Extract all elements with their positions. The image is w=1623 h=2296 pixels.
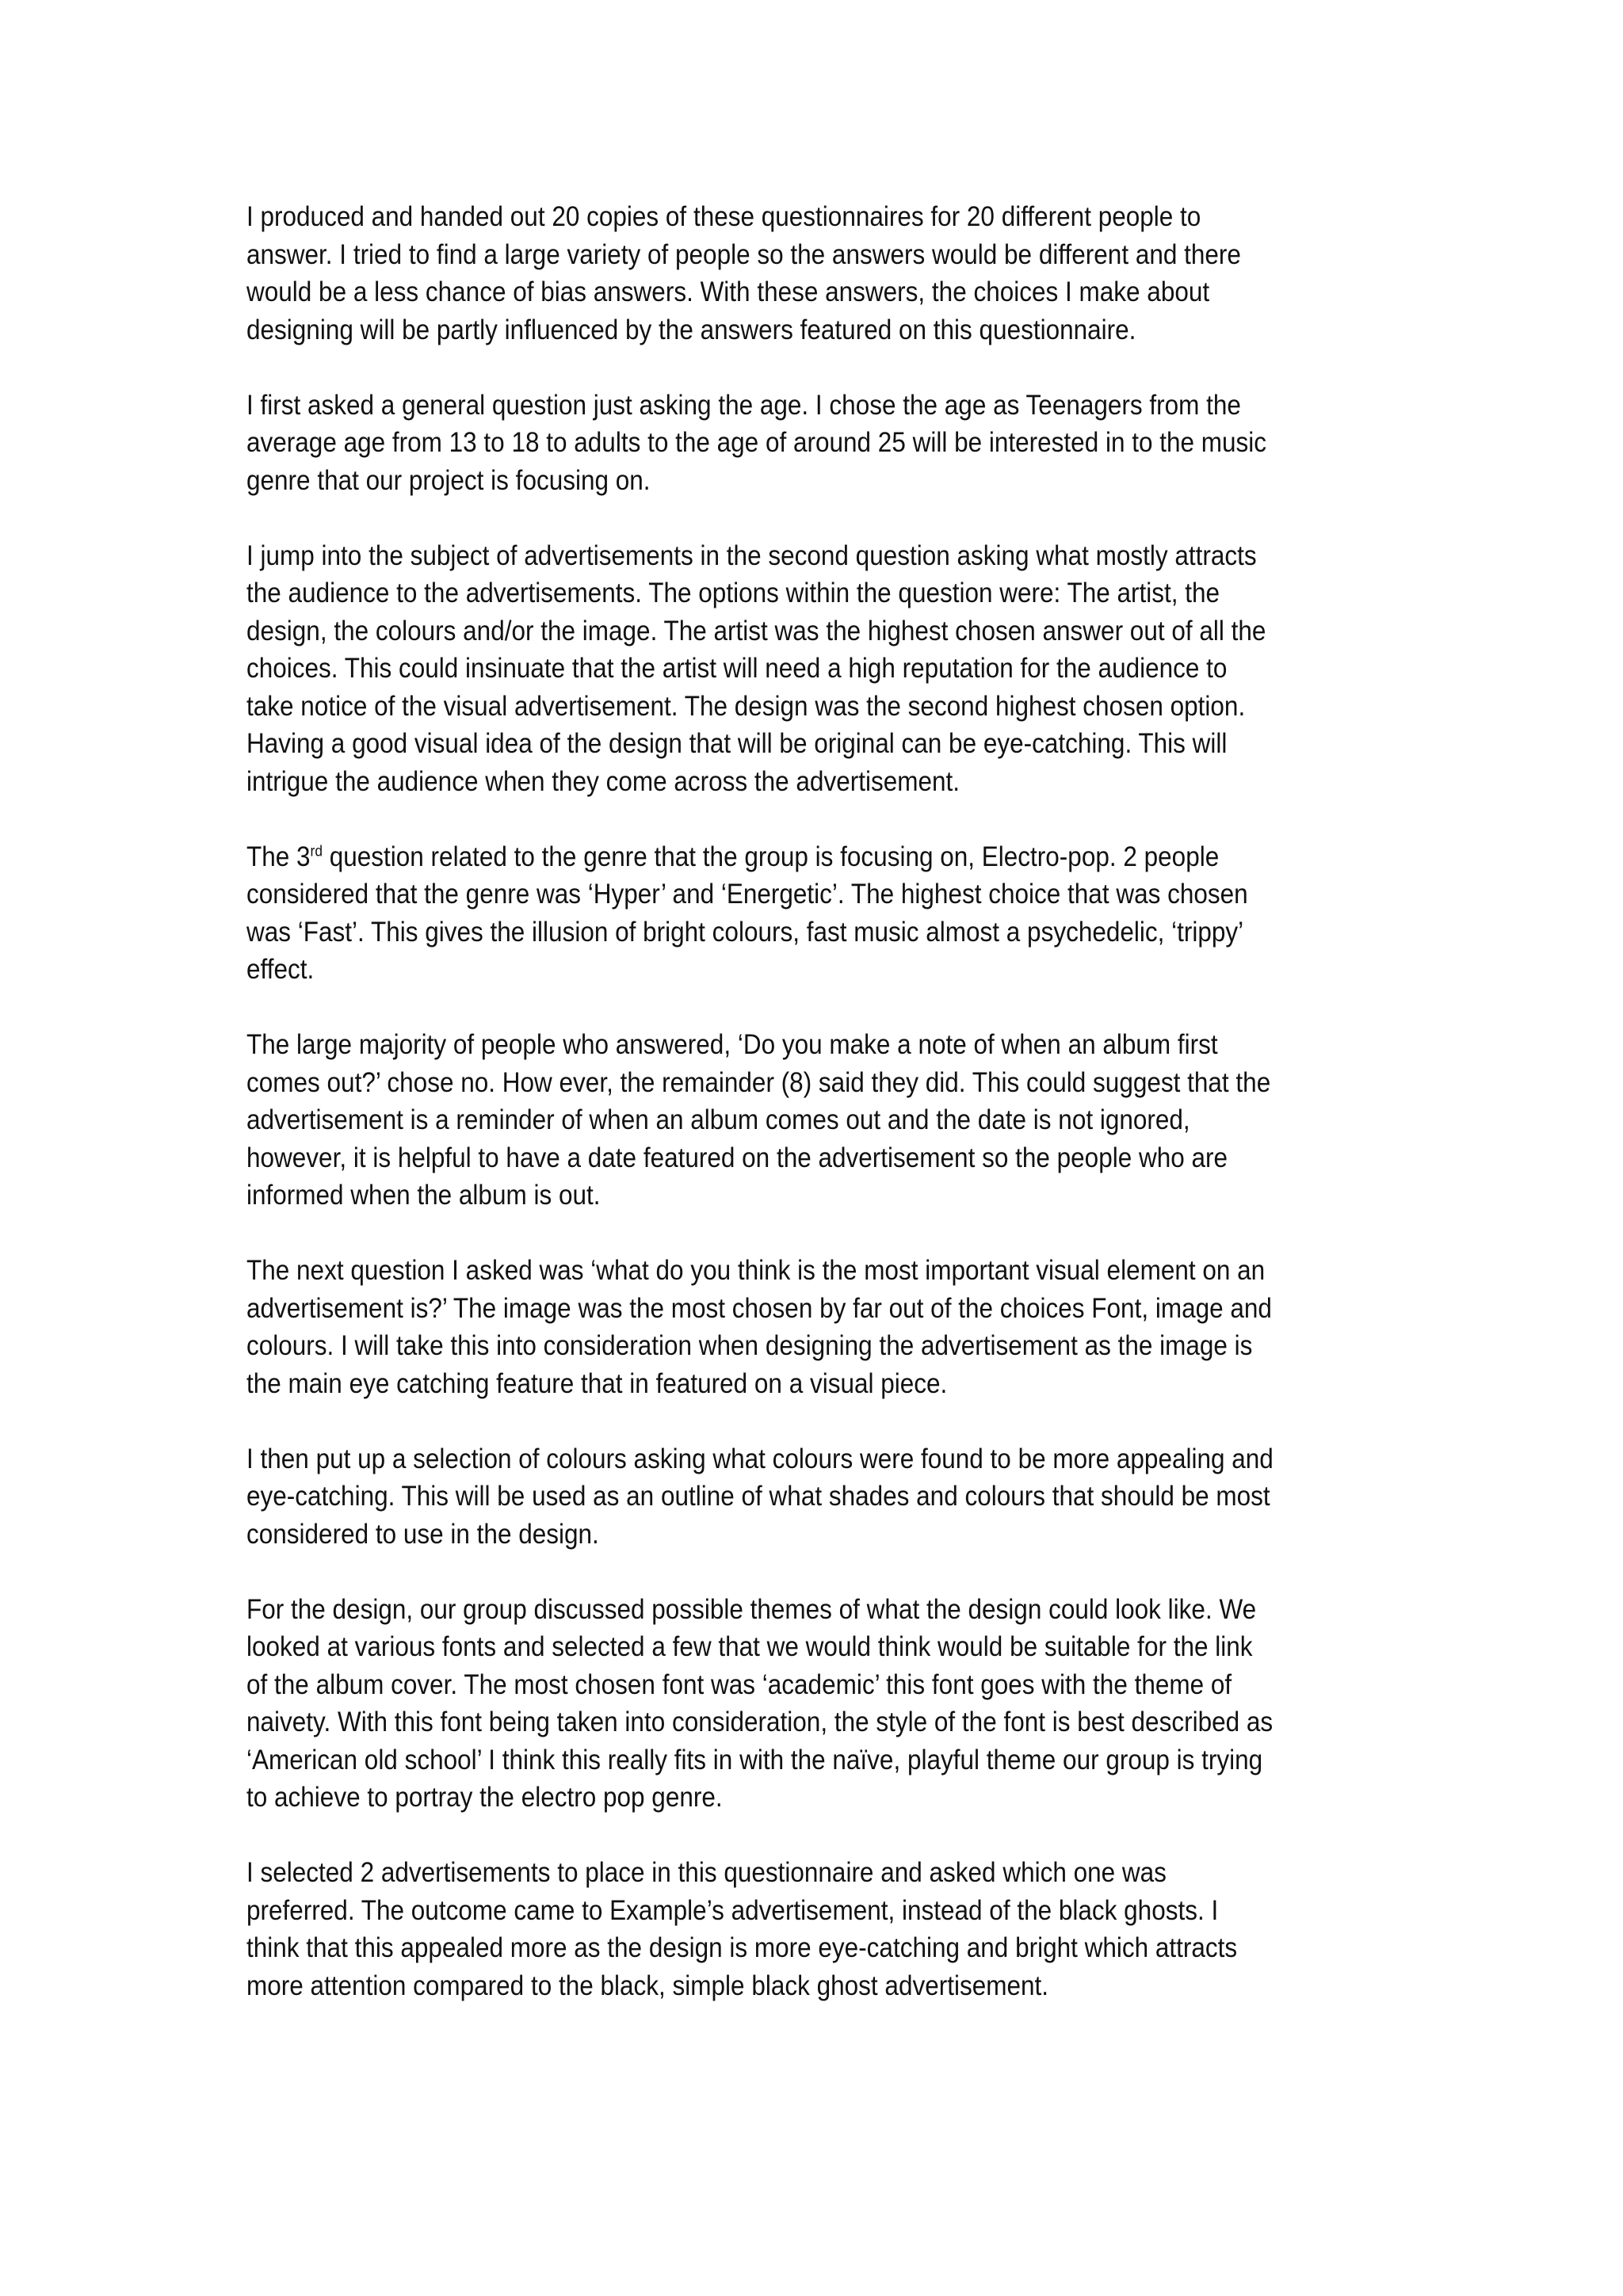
- paragraph-colours-question: I then put up a selection of colours asking what colours were found to be more appealing and eye-catching. This will be used as an outline of what shades and colours that should be most considered to use in the design.: [246, 1443, 1274, 1550]
- paragraph-attraction-question: I jump into the subject of advertisements in the second question asking what mostly attracts the audience to the advertisements. The options within the question were: The artist, the design, the colours and/or the image. The artist was the highest chosen answer out of all the choices. This could insinuate that the artist will need a high reputation for the audience to take notice of the visual advertisement. The design was the second highest chosen option. Having a good visual idea of the design that will be original can be eye-catching. This will intrigue the audience when they come across the advertisement.: [246, 540, 1266, 797]
- paragraph-genre-question: The 3rd question related to the genre that the group is focusing on, Electro-pop. 2 people considered that the genre was ‘Hyper’ and ‘Energetic’. The highest choice that was chosen was ‘Fast’. This gives the illusion of bright colours, fast music almost a psychedelic, ‘trippy’ effect.: [246, 841, 1248, 985]
- ordinal-superscript: rd: [310, 842, 323, 860]
- paragraph-advertisement-preference: I selected 2 advertisements to place in this questionnaire and asked which one was preferred. The outcome came to Example’s advertisement, instead of the black ghosts. I think that this appealed more as the design is more eye-catching and bright which attracts more attention compared to the black, simple black ghost advertisement.: [246, 1857, 1238, 2001]
- paragraph-visual-element-question: The next question I asked was ‘what do you think is the most important visual element on an advertisement is?’ The image was the most chosen by far out of the choices Font, image and colours. I will take this into consideration when designing the advertisement as the image is the main eye catching feature that in featured on a visual piece.: [246, 1255, 1272, 1399]
- paragraph-fonts-question: For the design, our group discussed possible themes of what the design could look like. We looked at various fonts and selected a few that we would think would be suitable for the link of the album cover. The most chosen font was ‘academic’ this font goes with the theme of naivety. With this font being taken into consideration, the style of the font is best described as ‘American old school’ I think this really fits in with the naïve, playful theme our group is trying to achieve to portray the electro pop genre.: [246, 1593, 1274, 1813]
- paragraph-age-question: I first asked a general question just asking the age. I chose the age as Teenagers from the average age from 13 to 18 to adults to the age of around 25 will be interested in to the music genre that our project is focusing on.: [246, 389, 1267, 496]
- paragraph-distribution: I produced and handed out 20 copies of these questionnaires for 20 different people to answer. I tried to find a large variety of people so the answers would be different and there would be a less chance of bias answers. With these answers, the choices I make about designing will be partly influenced by the answers featured on this questionnaire.: [246, 201, 1241, 345]
- body-text: [246, 198, 1274, 2042]
- paragraph-album-date-question: The large majority of people who answered, ‘Do you make a note of when an album first comes out?’ chose no. How ever, the remainder (8) said they did. This could suggest that the advertisement is a reminder of when an album comes out and the date is not ignored, however, it is helpful to have a date featured on the advertisement so the people who are informed when the album is out.: [246, 1029, 1271, 1211]
